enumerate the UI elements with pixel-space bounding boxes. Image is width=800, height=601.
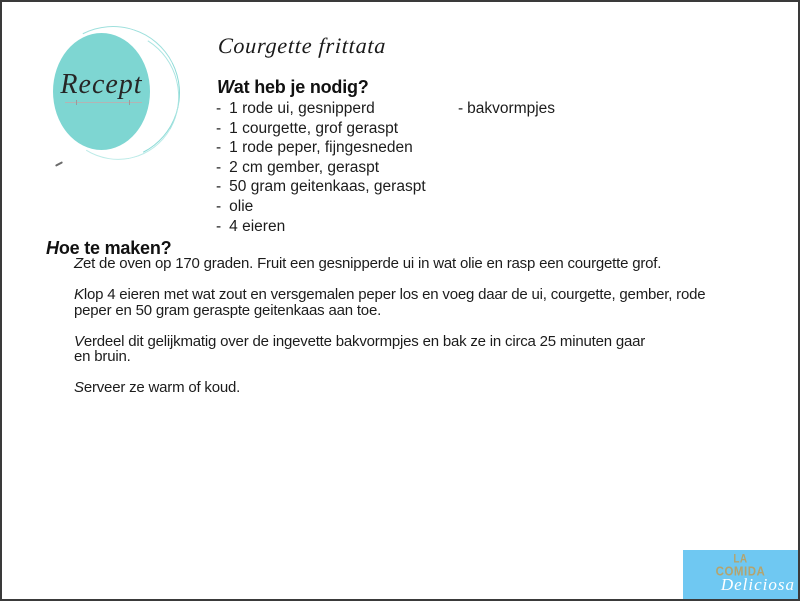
logo-text-la: LA bbox=[733, 553, 748, 566]
list-item bbox=[458, 99, 555, 119]
extra-label: bakvormpjes bbox=[467, 100, 556, 117]
step-paragraph bbox=[74, 380, 774, 395]
list-item bbox=[216, 99, 426, 119]
bullet-dash: - bbox=[216, 119, 222, 137]
list-item bbox=[216, 177, 426, 197]
step-line: en bruin. bbox=[74, 348, 131, 366]
ingredients-heading: Wat heb je nodig? bbox=[217, 77, 369, 97]
list-item bbox=[216, 197, 426, 217]
logo-text-comida: COMIDA bbox=[715, 565, 766, 579]
step-line: peper en 50 gram geraspte geitenkaas aan toe. bbox=[74, 301, 382, 319]
ingredient-label: 1 rode ui, gesnipperd bbox=[229, 100, 375, 117]
recept-badge-label: Recept bbox=[60, 69, 143, 100]
step-paragraph bbox=[74, 287, 774, 318]
brand-logo bbox=[683, 550, 798, 599]
step-paragraph bbox=[74, 334, 774, 365]
logo-script: Deliciosa bbox=[720, 575, 795, 594]
list-item bbox=[216, 119, 426, 139]
bullet-dash: - bbox=[216, 100, 222, 117]
pen-mark-icon bbox=[55, 161, 63, 167]
page-title: Courgette frittata bbox=[217, 33, 387, 58]
bullet-dash: - bbox=[216, 139, 222, 157]
ingredients-list bbox=[216, 99, 426, 236]
step-line: Zet de oven op 170 graden. Fruit een gesnipperde ui in wat olie en rasp een courgette grof. bbox=[74, 255, 662, 272]
ingredient-label: 4 eieren bbox=[229, 217, 286, 235]
step-line: Serveer ze warm of koud. bbox=[74, 379, 241, 397]
ingredient-label: 1 rode peper, fijngesneden bbox=[229, 139, 413, 157]
method-heading: Hoe te maken? bbox=[46, 238, 172, 258]
bullet-dash: - bbox=[216, 158, 222, 176]
step-line: Verdeel dit gelijkmatig over de ingevette bakvormpjes en bak ze in circa 25 minuten gaar bbox=[74, 332, 646, 350]
recept-badge bbox=[53, 33, 150, 150]
list-item bbox=[216, 158, 426, 178]
ingredient-label: 50 gram geitenkaas, geraspt bbox=[229, 178, 426, 196]
step-paragraph bbox=[74, 256, 774, 271]
bullet-dash: - bbox=[216, 197, 222, 215]
list-item bbox=[216, 138, 426, 158]
method-steps bbox=[74, 256, 774, 412]
ingredient-label: 1 courgette, grof geraspt bbox=[229, 119, 399, 137]
bullet-dash: - bbox=[216, 178, 222, 196]
ingredient-label: 2 cm gember, geraspt bbox=[229, 158, 380, 176]
bullet-dash: - bbox=[458, 100, 464, 117]
badge-underline-tick bbox=[129, 100, 130, 105]
step-line: Klop 4 eieren met wat zout en versgemalen peper los en voeg daar de ui, courgette, gember, rode bbox=[74, 286, 706, 304]
list-item bbox=[216, 217, 426, 237]
extras-list bbox=[458, 99, 555, 119]
badge-underline-tick bbox=[76, 100, 77, 105]
ingredient-label: olie bbox=[229, 197, 254, 215]
bullet-dash: - bbox=[216, 217, 222, 235]
